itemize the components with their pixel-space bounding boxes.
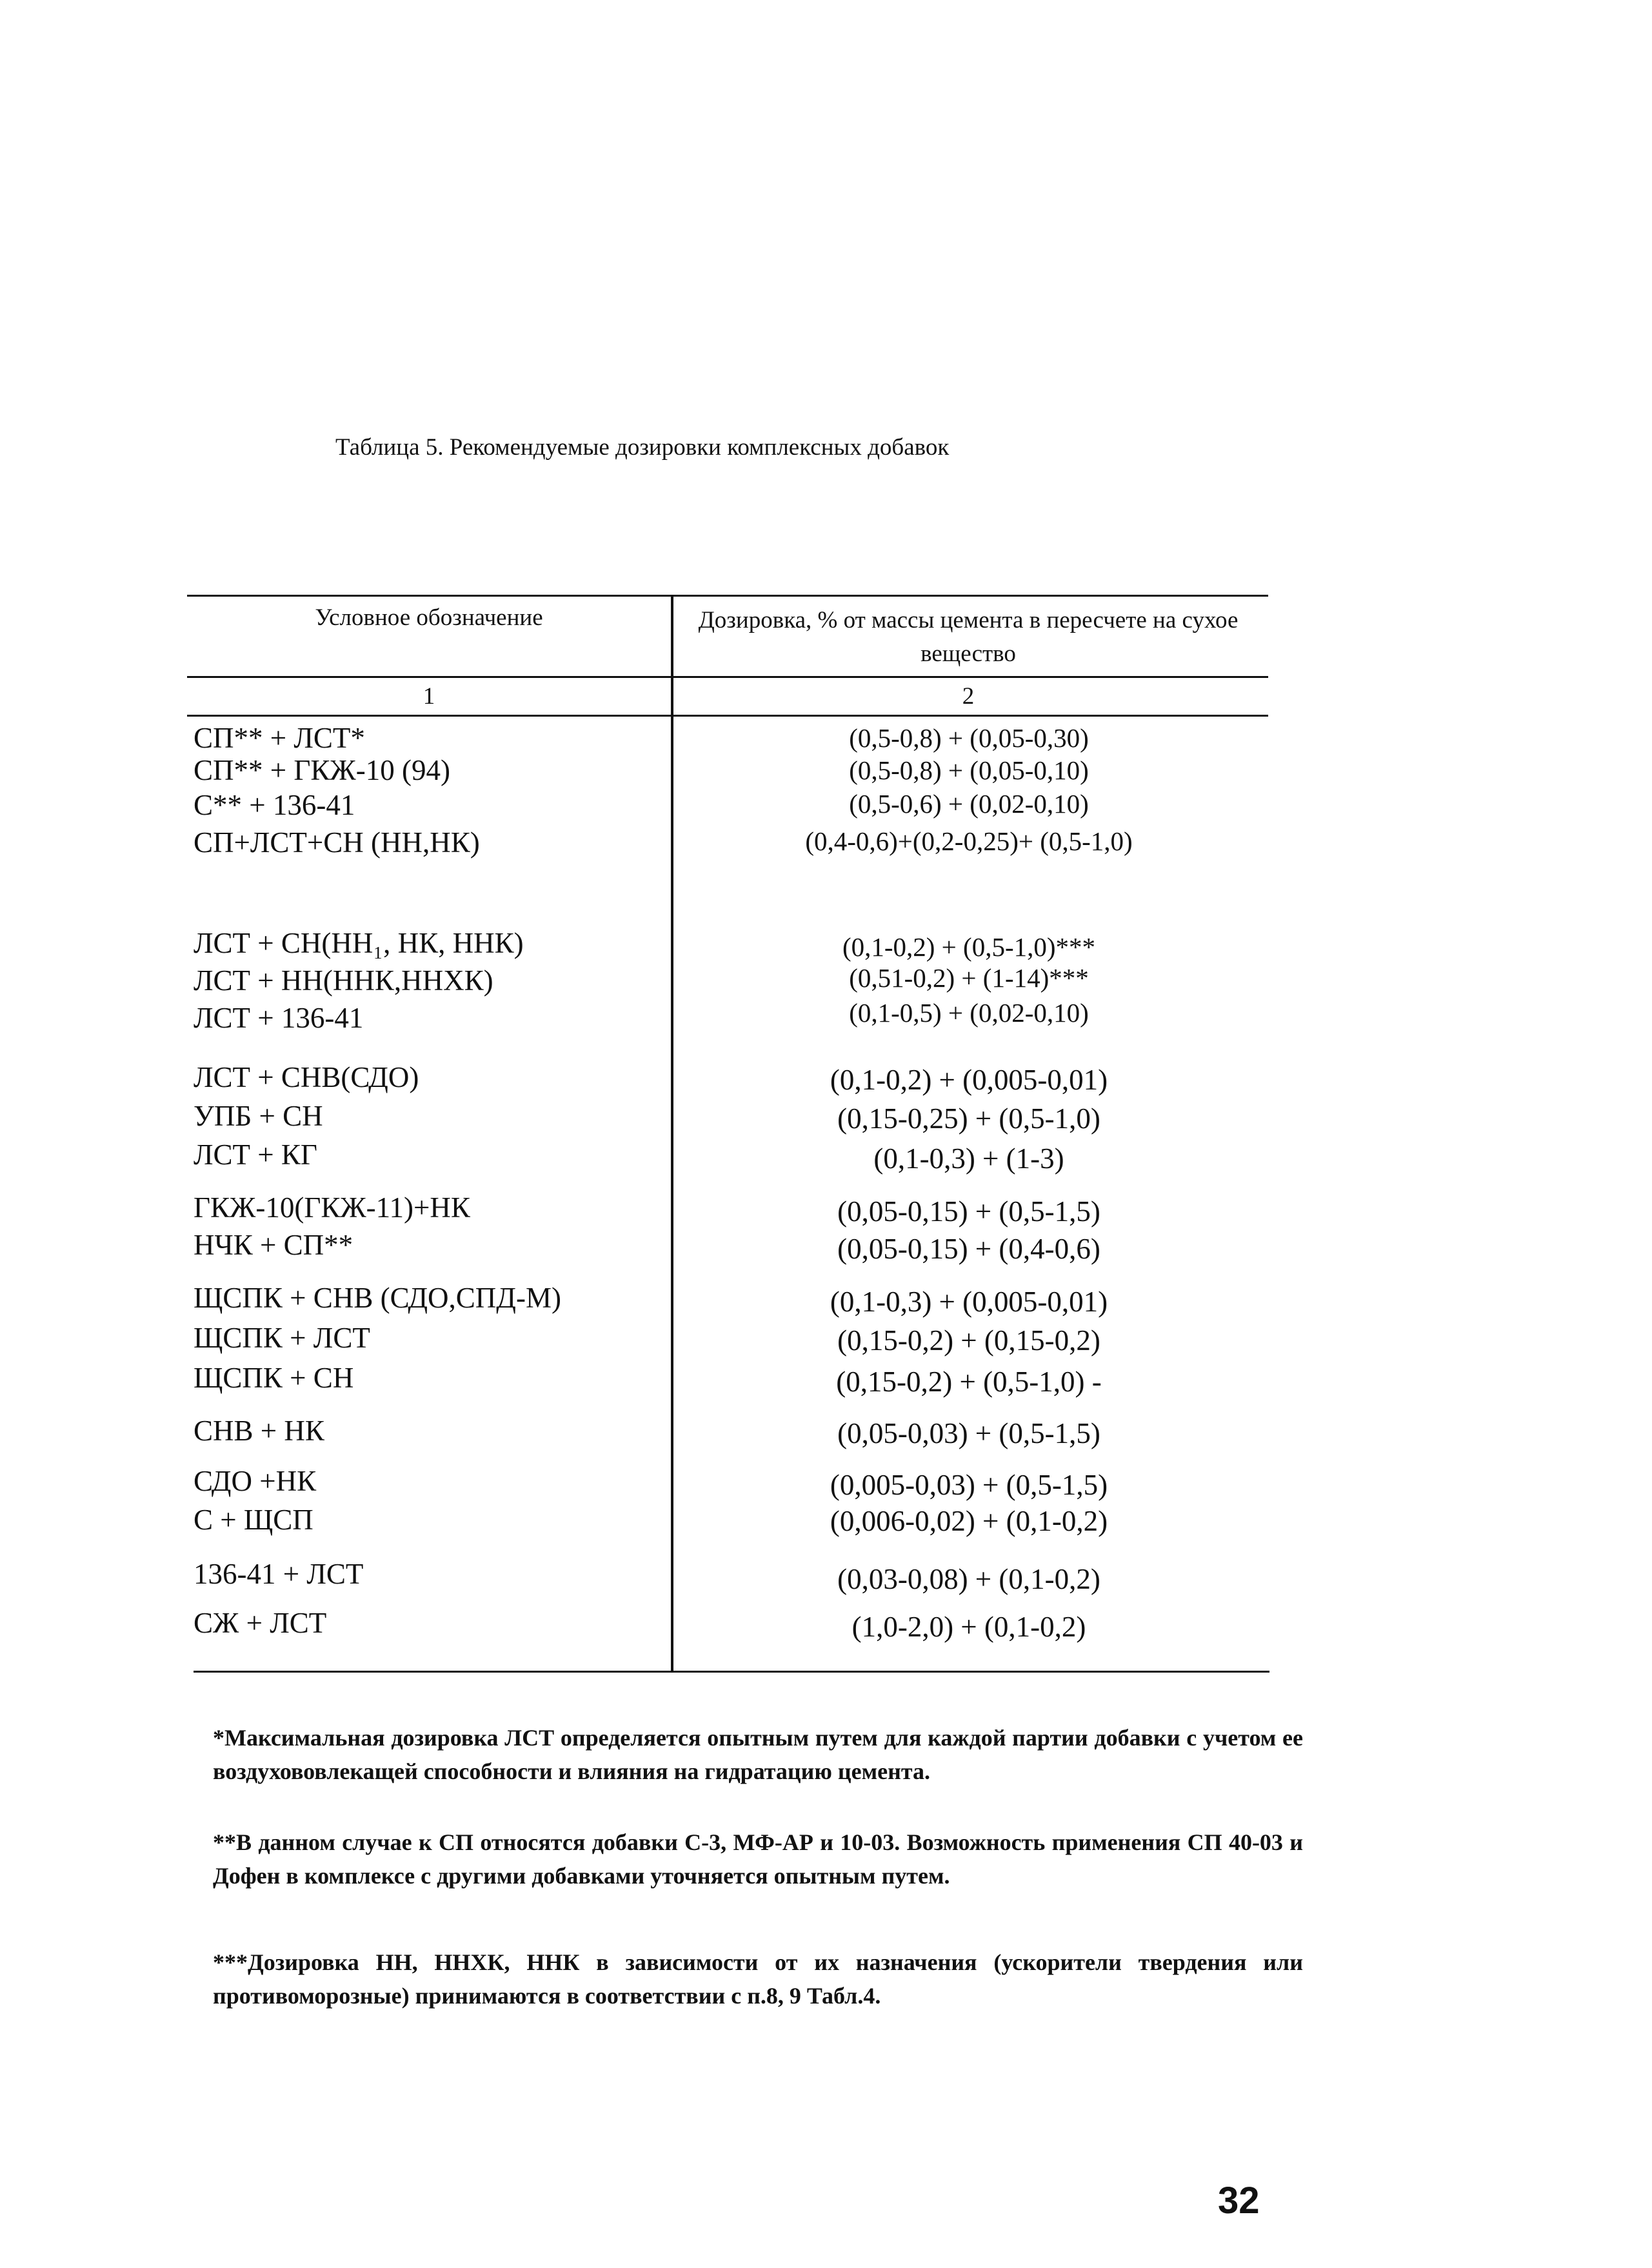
dosage-cell: (0,1-0,2) + (0,005-0,01) — [830, 1064, 1108, 1096]
page-number: 32 — [1218, 2180, 1260, 2222]
dosage-cell: (0,4-0,6)+(0,2-0,25)+ (0,5-1,0) — [805, 826, 1133, 856]
column-divider — [671, 595, 673, 1672]
dosage-cell: (0,1-0,3) + (1-3) — [873, 1142, 1064, 1175]
dosage-cell: (0,5-0,8) + (0,05-0,10) — [849, 755, 1089, 785]
designation-cell: С** + 136-41 — [194, 789, 355, 821]
dosage-cell: (0,15-0,25) + (0,5-1,0) — [837, 1102, 1100, 1135]
designation-cell: С + ЩСП — [194, 1504, 313, 1536]
header-bottom-rule — [187, 676, 1268, 678]
designation-cell: СП** + ГКЖ-10 (94) — [194, 754, 450, 786]
dosage-cell: (0,1-0,3) + (0,005-0,01) — [830, 1286, 1108, 1318]
number-row-rule — [187, 715, 1268, 717]
dosage-cell: (0,05-0,15) + (0,4-0,6) — [837, 1233, 1100, 1265]
designation-cell: СП+ЛСТ+СН (НН,НК) — [194, 826, 480, 859]
dosage-cell: (0,03-0,08) + (0,1-0,2) — [837, 1563, 1100, 1595]
table-caption: Таблица 5. Рекомендуемые дозировки комплексных добавок — [335, 434, 950, 461]
column-header-designation: Условное обозначение — [315, 604, 543, 631]
dosage-cell: (0,1-0,5) + (0,02-0,10) — [849, 998, 1089, 1028]
designation-cell: СДО +НК — [194, 1465, 317, 1497]
designation-cell: СНВ + НК — [194, 1415, 324, 1447]
designation-cell: ЩСПК + СН — [194, 1362, 354, 1394]
footnote-3: ***Дозировка НН, ННХК, ННК в зависимости от их назначения (ускорители твердения или противоморозные) принимаются в соответствии с п.8, 9 Табл.4. — [213, 1949, 1303, 2009]
table-bottom-rule — [194, 1671, 1269, 1673]
dosage-cell: (0,1-0,2) + (0,5-1,0)*** — [842, 932, 1096, 962]
footnote-2: **В данном случае к СП относятся добавки С-3, МФ-АР и 10-03. Возможность применения СП 40-03 и Дофен в комплексе с другими добавками уточняется опытным путем. — [213, 1829, 1303, 1889]
designation-cell: СП** + ЛСТ* — [194, 722, 365, 754]
designation-cell: ЛСТ + СН(НН₁, НК, ННК) — [194, 927, 524, 959]
dosage-cell: (0,5-0,8) + (0,05-0,30) — [849, 723, 1089, 753]
dosage-cell: (0,15-0,2) + (0,15-0,2) — [837, 1324, 1100, 1357]
designation-cell: СЖ + ЛСТ — [194, 1607, 327, 1639]
dosage-cell: (0,51-0,2) + (1-14)*** — [849, 963, 1089, 993]
footnote-1: *Максимальная дозировка ЛСТ определяется опытным путем для каждой партии добавки с учетом ее воздухововлекащей способности и влияния на гидратацию цемента. — [213, 1725, 1303, 1784]
column-number-1: 1 — [423, 683, 435, 710]
dosage-cell: (1,0-2,0) + (0,1-0,2) — [851, 1611, 1086, 1643]
designation-cell: ЛСТ + КГ — [194, 1139, 317, 1171]
designation-cell: ЛСТ + СНВ(СДО) — [194, 1061, 419, 1093]
dosage-cell: (0,05-0,03) + (0,5-1,5) — [837, 1417, 1100, 1449]
dosage-cell: (0,005-0,03) + (0,5-1,5) — [830, 1469, 1108, 1501]
dosage-cell: (0,006-0,02) + (0,1-0,2) — [830, 1505, 1108, 1537]
dosage-cell: (0,5-0,6) + (0,02-0,10) — [849, 789, 1089, 819]
dosage-cell: (0,15-0,2) + (0,5-1,0) - — [836, 1366, 1102, 1398]
designation-cell: УПБ + СН — [194, 1100, 323, 1132]
designation-cell: ЛСТ + 136-41 — [194, 1002, 364, 1034]
designation-cell: ЩСПК + СНВ (СДО,СПД-М) — [194, 1282, 561, 1314]
designation-cell: 136-41 + ЛСТ — [194, 1558, 364, 1590]
table-top-rule — [187, 595, 1268, 597]
designation-cell: ЛСТ + НН(ННК,ННХК) — [194, 964, 493, 997]
designation-cell: ГКЖ-10(ГКЖ-11)+НК — [194, 1191, 470, 1224]
dosage-cell: (0,05-0,15) + (0,5-1,5) — [837, 1195, 1100, 1228]
designation-cell: ЩСПК + ЛСТ — [194, 1322, 370, 1354]
column-number-2: 2 — [962, 683, 975, 710]
designation-cell: НЧК + СП** — [194, 1229, 353, 1261]
column-header-dosage: Дозировка, % от массы цемента в пересчете на сухое вещество — [698, 607, 1239, 667]
